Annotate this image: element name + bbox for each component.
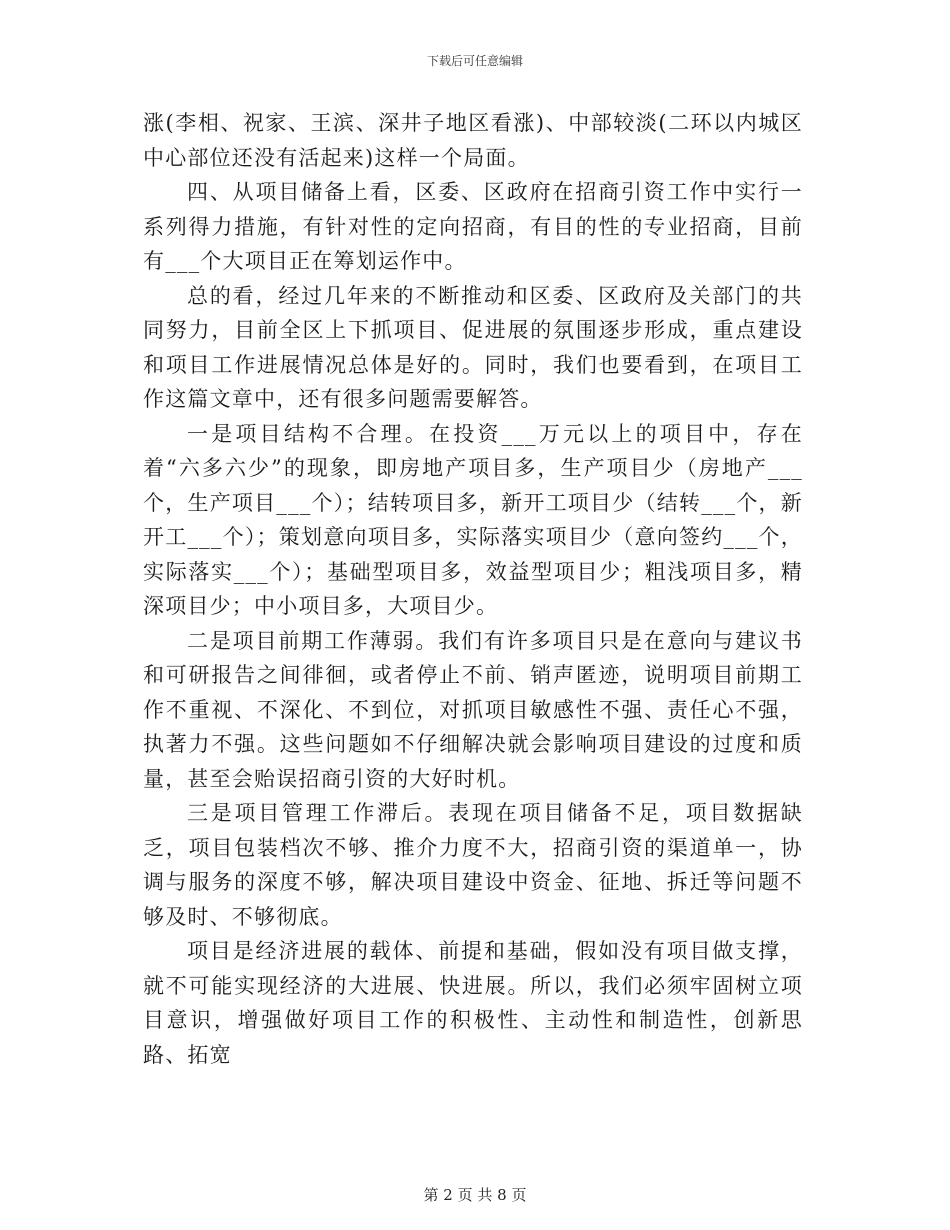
- paragraph-3: 总的看，经过几年来的不断推动和区委、区政府及关部门的共同努力，目前全区上下抓项目、促进展的氛围逐步形成，重点建设和项目工作进展情况总体是好的。同时，我们也要看到，在项目工作这篇文章中，还有很多问题需要解答。: [143, 283, 803, 411]
- paragraph-2: 四、从项目储备上看，区委、区政府在招商引资工作中实行一系列得力措施，有针对性的定向招商，有目的性的专业招商，目前有___个大项目正在筹划运作中。: [143, 180, 803, 273]
- page-footer: 第 2 页 共 8 页: [423, 1186, 527, 1204]
- page-header: 下载后可任意编辑: [426, 54, 523, 68]
- document-body: [143, 106, 803, 1072]
- paragraph-1: 涨(李相、祝家、王滨、深井子地区看涨)、中部较淡(二环以内城区中心部位还没有活起来)这样一个局面。: [143, 111, 803, 170]
- paragraph-4: 一是项目结构不合理。在投资___万元以上的项目中，存在着“六多六少”的现象，即房地产项目多，生产项目少（房地产___个，生产项目___个）；结转项目多，新开工项目少（结转___个，新开工___个）；策划意向项目多，实际落实项目少（意向签约___个，实际落实___个）；基础型项目多，效益型项目少；粗浅项目多，精深项目少；中小项目多，大项目少。: [143, 421, 803, 618]
- paragraph-7: 项目是经济进展的载体、前提和基础，假如没有项目做支撑，就不可能实现经济的大进展、快进展。所以，我们必须牢固树立项目意识，增强做好项目工作的积极性、主动性和制造性，创新思路、拓宽: [143, 939, 803, 1067]
- paragraph-6: 三是项目管理工作滞后。表现在项目储备不足，项目数据缺乏，项目包装档次不够、推介力度不大，招商引资的渠道单一，协调与服务的深度不够，解决项目建设中资金、征地、拆迁等问题不够及时、不够彻底。: [143, 801, 803, 929]
- paragraph-5: 二是项目前期工作薄弱。我们有许多项目只是在意向与建议书和可研报告之间徘徊，或者停止不前、销声匿迹，说明项目前期工作不重视、不深化、不到位，对抓项目敏感性不强、责任心不强，执著力不强。这些问题如不仔细解决就会影响项目建设的过度和质量，甚至会贻误招商引资的大好时机。: [143, 628, 803, 791]
